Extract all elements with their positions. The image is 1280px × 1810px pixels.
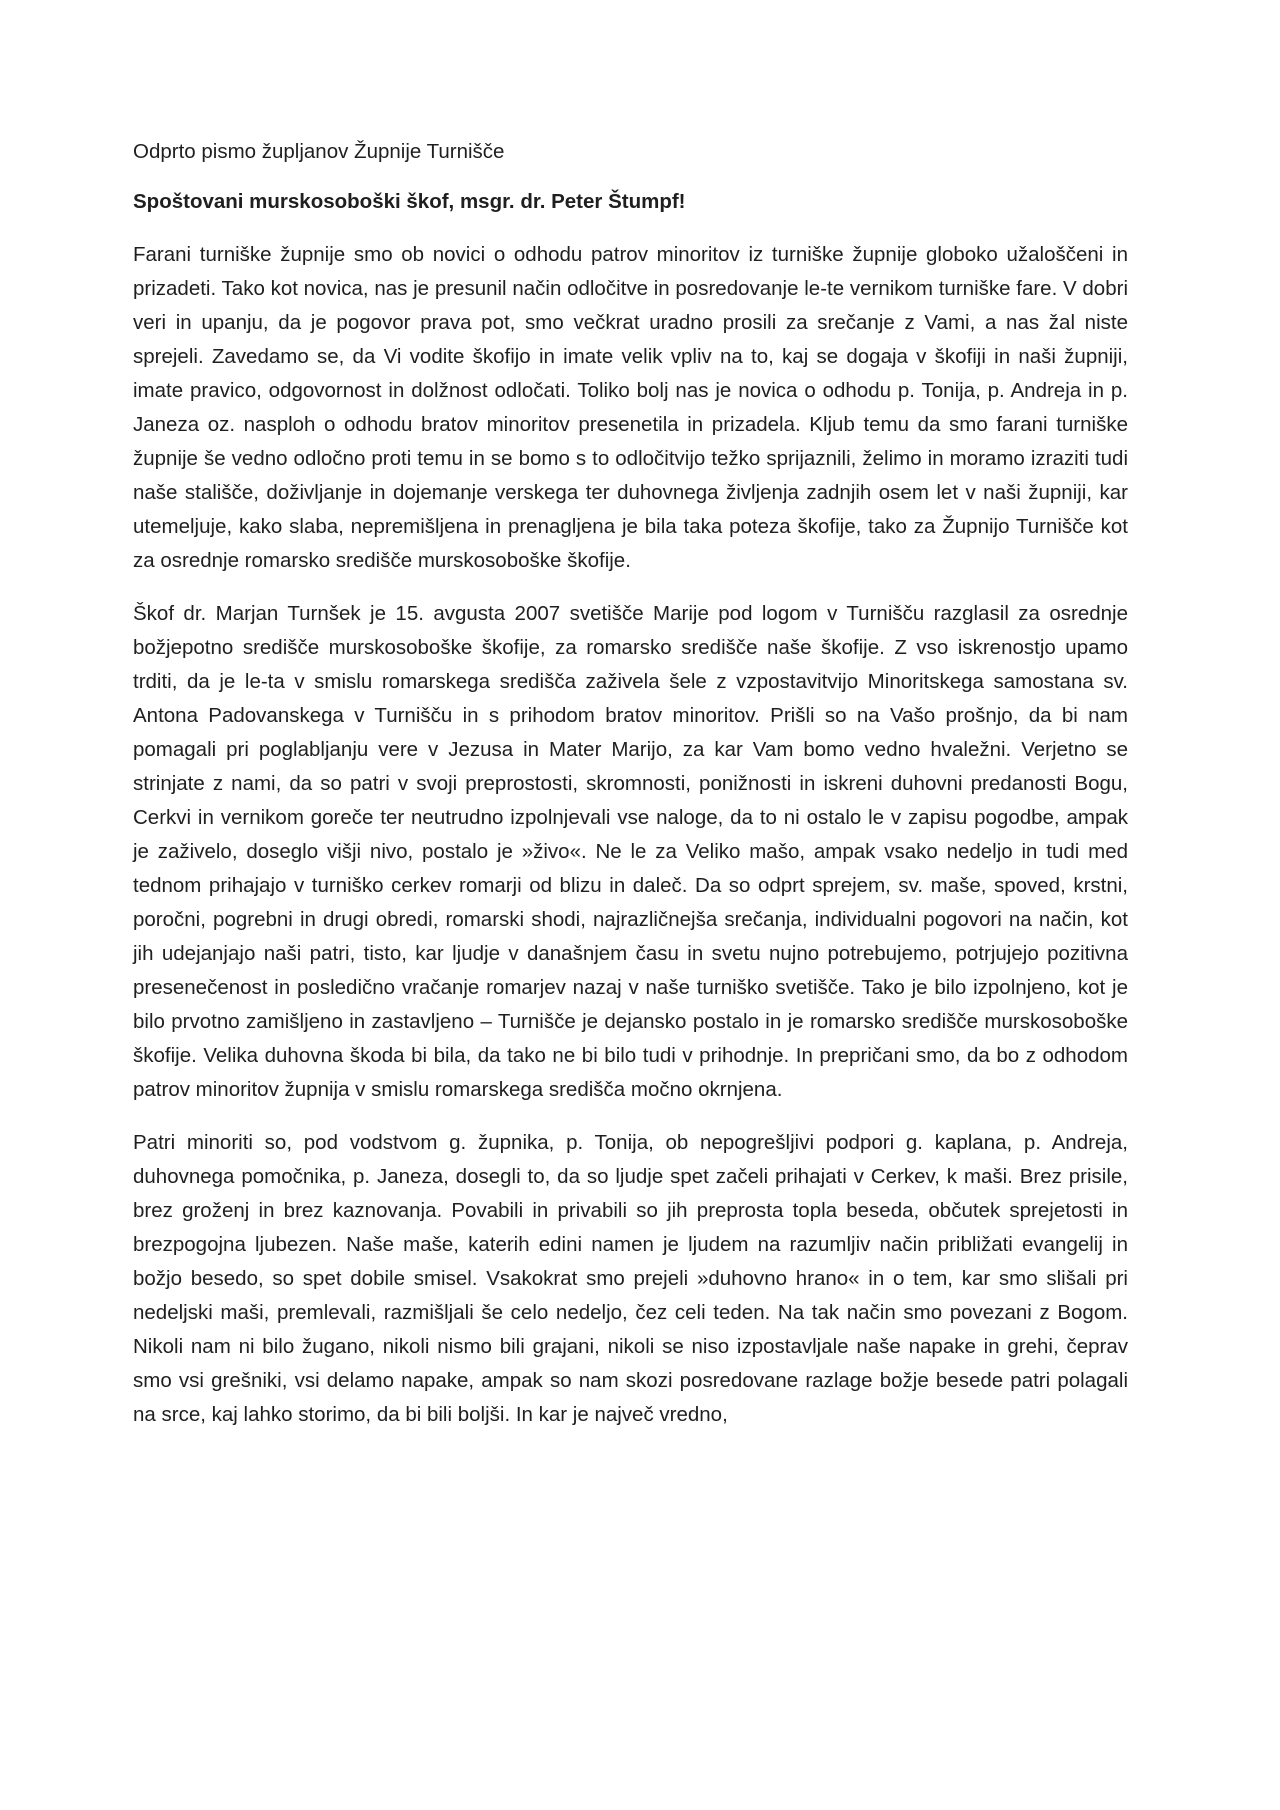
- paragraph-3: Patri minoriti so, pod vodstvom g. župnika, p. Tonija, ob nepogrešljivi podpori g. kaplana, p. Andreja, duhovnega pomočnika, p. Janeza, dosegli to, da so ljudje spet začeli prihajati v Cerkev, k maši. Brez prisile, brez groženj in brez kaznovanja. Povabili in privabili so jih preprosta topla beseda, občutek sprejetosti in brezpogojna ljubezen. Naše maše, katerih edini namen je ljudem na razumljiv način približati evangelij in božjo besedo, so spet dobile smisel. Vsakokrat smo prejeli »duhovno hrano« in o tem, kar smo slišali pri nedeljski maši, premlevali, razmišljali še celo nedeljo, čez celi teden. Na tak način smo povezani z Bogom. Nikoli nam ni bilo žugano, nikoli nismo bili grajani, nikoli se niso izpostavljale naše napake in grehi, čeprav smo vsi grešniki, vsi delamo napake, ampak so nam skozi posredovane razlage božje besede patri polagali na srce, kaj lahko storimo, da bi bili boljši. In kar je največ vredno,: [133, 1131, 1128, 1426]
- letter-page: [133, 135, 1128, 1432]
- salutation-heading: Spoštovani murskosoboški škof, msgr. dr. Peter Štumpf!: [133, 190, 686, 213]
- document-title: Odprto pismo župljanov Župnije Turnišče: [133, 140, 505, 163]
- paragraph-2: Škof dr. Marjan Turnšek je 15. avgusta 2007 svetišče Marije pod logom v Turnišču razglasil za osrednje božjepotno središče murskosoboške škofije, za romarsko središče naše škofije. Z vso iskrenostjo upamo trditi, da je le-ta v smislu romarskega središča zaživela šele z vzpostavitvijo Minoritskega samostana sv. Antona Padovanskega v Turnišču in s prihodom bratov minoritov. Prišli so na Vašo prošnjo, da bi nam pomagali pri poglabljanju vere v Jezusa in Mater Marijo, za kar Vam bomo vedno hvaležni. Verjetno se strinjate z nami, da so patri v svoji preprostosti, skromnosti, ponižnosti in iskreni duhovni predanosti Bogu, Cerkvi in vernikom goreče ter neutrudno izpolnjevali vse naloge, da to ni ostalo le v zapisu pogodbe, ampak je zaživelo, doseglo višji nivo, postalo je »živo«. Ne le za Veliko mašo, ampak vsako nedeljo in tudi med tednom prihajajo v turniško cerkev romarji od blizu in daleč. Da so odprt sprejem, sv. maše, spoved, krstni, poročni, pogrebni in drugi obredi, romarski shodi, najrazličnejša srečanja, individualni pogovori na način, kot jih udejanjajo naši patri, tisto, kar ljudje v današnjem času in svetu nujno potrebujemo, potrjujejo pozitivna presenečenost in posledično vračanje romarjev nazaj v naše turniško svetišče. Tako je bilo izpolnjeno, kot je bilo prvotno zamišljeno in zastavljeno – Turnišče je dejansko postalo in je romarsko središče murskosoboške škofije. Velika duhovna škoda bi bila, da tako ne bi bilo tudi v prihodnje. In prepričani smo, da bo z odhodom patrov minoritov župnija v smislu romarskega središča močno okrnjena.: [133, 602, 1128, 1101]
- paragraph-1: Farani turniške župnije smo ob novici o odhodu patrov minoritov iz turniške župnije globoko užaloščeni in prizadeti. Tako kot novica, nas je presunil način odločitve in posredovanje le-te vernikom turniške fare. V dobri veri in upanju, da je pogovor prava pot, smo večkrat uradno prosili za srečanje z Vami, a nas žal niste sprejeli. Zavedamo se, da Vi vodite škofijo in imate velik vpliv na to, kaj se dogaja v škofiji in naši župniji, imate pravico, odgovornost in dolžnost odločati. Toliko bolj nas je novica o odhodu p. Tonija, p. Andreja in p. Janeza oz. nasploh o odhodu bratov minoritov presenetila in prizadela. Kljub temu da smo farani turniške župnije še vedno odločno proti temu in se bomo s to odločitvijo težko sprijaznili, želimo in moramo izraziti tudi naše stališče, doživljanje in dojemanje verskega ter duhovnega življenja zadnjih osem let v naši župniji, kar utemeljuje, kako slaba, nepremišljena in prenagljena je bila taka poteza škofije, tako za Župnijo Turnišče kot za osrednje romarsko središče murskosoboške škofije.: [133, 243, 1128, 572]
